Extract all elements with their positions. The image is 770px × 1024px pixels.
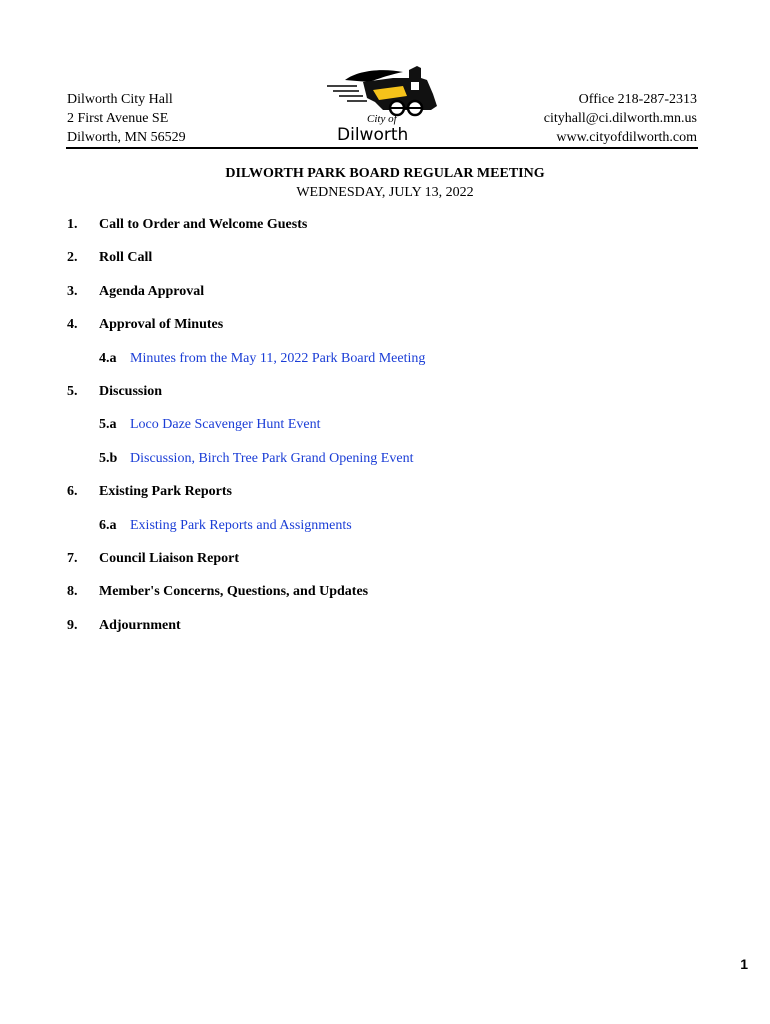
subitem-number: 5.b — [99, 451, 118, 466]
item-label: Adjournment — [99, 618, 181, 633]
meeting-date: WEDNESDAY, JULY 13, 2022 — [296, 185, 474, 200]
agenda-item — [67, 316, 223, 334]
item-label: Agenda Approval — [99, 284, 205, 299]
city-hall-address — [67, 90, 186, 147]
agenda-item — [67, 383, 162, 401]
agenda-subitem[interactable] — [99, 450, 413, 468]
subitem-link[interactable]: Discussion, Birch Tree Park Grand Opening Event — [130, 451, 414, 466]
subitem-link[interactable]: Existing Park Reports and Assignments — [130, 518, 352, 533]
email-address: cityhall@ci.dilworth.mn.us — [543, 111, 697, 126]
item-number: 2. — [67, 250, 78, 265]
item-label: Approval of Minutes — [99, 317, 224, 332]
item-number: 8. — [67, 584, 78, 599]
city-hall-contact — [544, 90, 697, 147]
header-divider — [66, 147, 698, 149]
website-url: www.cityofdilworth.com — [556, 130, 697, 145]
agenda-item — [67, 283, 204, 301]
item-label: Roll Call — [99, 250, 153, 265]
subitem-number: 6.a — [99, 518, 117, 533]
address-line: Dilworth City Hall — [67, 92, 173, 107]
item-label: Existing Park Reports — [99, 484, 232, 499]
address-line: Dilworth, MN 56529 — [67, 130, 186, 145]
agenda-item — [67, 249, 152, 267]
subitem-link[interactable]: Minutes from the May 11, 2022 Park Board Meeting — [130, 351, 426, 366]
agenda-item — [67, 550, 239, 568]
page-number: 1 — [740, 956, 748, 972]
agenda-item — [67, 617, 181, 635]
subitem-link[interactable]: Loco Daze Scavenger Hunt Event — [130, 417, 321, 432]
svg-text:City of: City of — [367, 113, 397, 125]
office-phone: Office 218-287-2313 — [578, 92, 697, 107]
agenda-item — [67, 483, 232, 501]
item-label: Council Liaison Report — [99, 551, 240, 566]
item-number: 5. — [67, 384, 78, 399]
subitem-number: 5.a — [99, 417, 117, 432]
item-label: Member's Concerns, Questions, and Updates — [99, 584, 369, 599]
item-number: 9. — [67, 618, 78, 633]
agenda-subitem[interactable] — [99, 517, 352, 535]
address-line: 2 First Avenue SE — [67, 111, 169, 126]
meeting-title: DILWORTH PARK BOARD REGULAR MEETING — [225, 166, 545, 181]
locomotive-logo-icon — [323, 60, 448, 145]
agenda-subitem[interactable] — [99, 416, 320, 434]
item-label: Discussion — [99, 384, 163, 399]
agenda-subitem[interactable] — [99, 350, 425, 368]
item-number: 6. — [67, 484, 78, 499]
item-number: 7. — [67, 551, 78, 566]
city-of-dilworth-logo — [323, 60, 448, 145]
subitem-number: 4.a — [99, 351, 117, 366]
agenda-item — [67, 583, 368, 601]
agenda-item — [67, 216, 307, 234]
item-number: 1. — [67, 217, 78, 232]
svg-text:Dilworth: Dilworth — [337, 125, 409, 145]
item-number: 3. — [67, 284, 78, 299]
item-label: Call to Order and Welcome Guests — [99, 217, 308, 232]
item-number: 4. — [67, 317, 78, 332]
